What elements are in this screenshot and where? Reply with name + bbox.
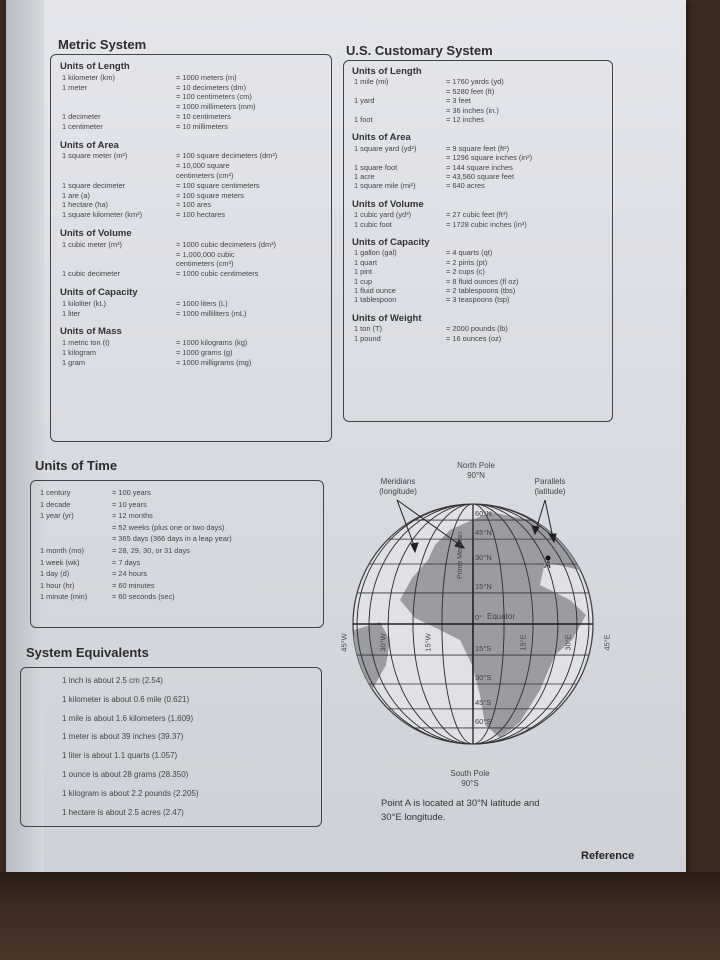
parallels-label: Parallels — [534, 477, 566, 486]
longitude-label: 15°E — [518, 634, 528, 651]
unit-equivalent: = 10 decimeters (dm) — [176, 82, 247, 92]
customary-title: U.S. Customary System — [346, 43, 493, 58]
equivalent-row: 1 inch is about 2.5 cm (2.54) — [62, 676, 163, 685]
unit-equivalent: = 5280 feet (ft) — [446, 86, 495, 96]
unit-name: 1 metric ton (t) — [62, 338, 110, 348]
equivalents-title: System Equivalents — [26, 645, 149, 660]
unit-equivalent: = 100 ares — [176, 200, 212, 210]
section-heading: Units of Volume — [60, 228, 132, 239]
unit-name: 1 gallon (gal) — [354, 248, 397, 258]
section-heading: Units of Area — [60, 139, 119, 151]
equivalent-row: 1 ounce is about 28 grams (28.350) — [62, 770, 189, 779]
north-pole-label: North Pole — [457, 461, 495, 470]
equivalent-row: 1 meter is about 39 inches (39.37) — [62, 732, 184, 742]
unit-equivalent: = 1728 cubic inches (in³) — [446, 219, 527, 229]
time-equivalent: = 10 years — [112, 499, 147, 509]
unit-equivalent: = 2 tablespoons (tbs) — [446, 286, 516, 295]
unit-equivalent: = 640 acres — [446, 181, 485, 191]
unit-name: 1 cubic yard (yd³) — [354, 210, 412, 220]
unit-equivalent: = 100 hectares — [176, 210, 226, 220]
unit-equivalent: = 1000 meters (m) — [176, 72, 237, 82]
longitude-label: 45°E — [602, 634, 612, 651]
section-heading: Units of Volume — [352, 198, 424, 210]
unit-name: 1 square foot — [354, 162, 398, 172]
equivalent-row: 1 hectare is about 2.5 acres (2.47) — [62, 807, 184, 817]
unit-name: 1 pint — [354, 267, 373, 277]
time-unit: 1 minute (min) — [40, 592, 88, 602]
equivalent-row: 1 kilometer is about 0.6 mile (0.621) — [62, 694, 190, 704]
unit-equivalent: = 1000 cubic decimeters (dm³) — [176, 239, 277, 249]
unit-equivalent: = 1000 liters (L) — [176, 298, 228, 308]
time-unit: 1 day (d) — [40, 569, 70, 579]
unit-equivalent: = 3 teaspoons (tsp) — [446, 295, 510, 305]
meridians-label: Meridians — [380, 477, 416, 486]
unit-equivalent: = 3 feet — [446, 96, 471, 106]
latitude-label: 45°N — [475, 528, 492, 538]
section-heading: Units of Length — [60, 61, 130, 72]
unit-name: 1 cubic decimeter — [62, 269, 120, 279]
time-equivalent: = 12 months — [112, 511, 153, 521]
unit-name: 1 meter — [62, 82, 88, 92]
time-unit: 1 hour (hr) — [40, 580, 75, 590]
unit-name: 1 yard — [354, 96, 375, 106]
section-heading: Units of Weight — [352, 312, 422, 324]
unit-equivalent: = 100 square centimeters — [176, 180, 260, 190]
unit-name: 1 hectare (ha) — [62, 200, 109, 210]
latitude-label: 30°N — [475, 553, 492, 562]
equivalent-row: 1 liter is about 1.1 quarts (1.057) — [62, 751, 178, 761]
unit-name: 1 cubic meter (m³) — [62, 239, 122, 249]
unit-name: 1 cubic foot — [354, 219, 392, 229]
latitude-label: 15°N — [475, 581, 492, 591]
globe-caption-line2: 30°E longitude. — [381, 812, 446, 823]
latitude-label: 0° — [475, 613, 483, 622]
unit-equivalent: = 100 square meters — [176, 190, 244, 200]
unit-name: 1 gram — [62, 357, 86, 367]
unit-equivalent: = 27 cubic feet (ft³) — [446, 210, 508, 220]
time-unit: 1 year (yr) — [40, 511, 74, 521]
longitude-label: 30°W — [378, 633, 388, 652]
longitude-label: 15°W — [423, 633, 433, 652]
time-equivalent: = 60 minutes — [112, 580, 155, 590]
unit-equivalent: = 36 inches (in.) — [446, 105, 499, 115]
unit-name: 1 liter — [62, 308, 81, 318]
point-a-label: A — [544, 560, 552, 571]
section-heading: Units of Area — [352, 132, 411, 144]
latitude-label: 45°S — [475, 697, 492, 707]
unit-name: 1 cup — [354, 276, 373, 286]
unit-equivalent: = 1000 milliliters (mL) — [176, 308, 247, 318]
unit-equivalent: = 2000 pounds (lb) — [446, 324, 508, 334]
unit-equivalent: centimeters (cm³) — [176, 259, 234, 269]
unit-equivalent: = 1000 millimeters (mm) — [176, 102, 256, 112]
equivalent-row: 1 mile is about 1.6 kilometers (1.609) — [62, 713, 194, 723]
unit-name: 1 centimeter — [62, 121, 103, 131]
unit-equivalent: = 1296 square inches (in²) — [446, 153, 533, 163]
unit-name: 1 square kilometer (km²) — [62, 210, 143, 220]
unit-name: 1 fluid ounce — [354, 286, 396, 295]
longitude-label: 30°E — [563, 634, 573, 651]
unit-name: 1 acre — [354, 172, 375, 181]
unit-name: 1 square decimeter — [62, 180, 126, 190]
section-heading: Units of Length — [352, 66, 422, 77]
unit-name: 1 tablespoon — [354, 295, 397, 305]
unit-equivalent: centimeters (cm²) — [176, 171, 234, 180]
unit-equivalent: = 8 fluid ounces (fl oz) — [446, 276, 519, 286]
unit-equivalent: = 16 ounces (oz) — [446, 333, 502, 343]
unit-name: 1 pound — [354, 333, 381, 343]
time-unit: 1 month (mo) — [40, 546, 84, 555]
unit-name: 1 kilometer (km) — [62, 72, 115, 82]
time-equivalent: = 100 years — [112, 488, 151, 497]
time-unit: 1 century — [40, 488, 71, 497]
latitude-label: 15°S — [475, 644, 492, 654]
latitude-label: 30°S — [475, 673, 492, 682]
unit-equivalent: = 43,560 square feet — [446, 172, 515, 181]
globe-caption-line1: Point A is located at 30°N latitude and — [381, 798, 540, 809]
equivalents-box — [20, 667, 322, 827]
unit-equivalent: = 10 millimeters — [176, 121, 228, 131]
unit-equivalent: = 144 square inches — [446, 162, 513, 172]
unit-equivalent: = 100 centimeters (cm) — [176, 92, 252, 102]
north-pole-degree: 90°N — [467, 471, 485, 480]
unit-equivalent: = 9 square feet (ft²) — [446, 143, 510, 153]
unit-equivalent: = 10 centimeters — [176, 112, 231, 121]
unit-name: 1 square mile (mi²) — [354, 181, 416, 191]
section-heading: Units of Capacity — [60, 287, 138, 298]
unit-equivalent: = 4 quarts (qt) — [446, 248, 493, 258]
metric-title: Metric System — [58, 37, 147, 52]
unit-equivalent: = 1,000,000 cubic — [176, 249, 235, 259]
time-unit: 1 week (wk) — [40, 557, 80, 567]
time-equivalent: = 24 hours — [112, 569, 148, 579]
equator-label: Equator — [487, 612, 516, 621]
unit-equivalent: = 12 inches — [446, 115, 485, 124]
unit-name: 1 quart — [354, 257, 378, 267]
section-heading: Units of Mass — [60, 326, 122, 338]
unit-name: 1 kilogram — [62, 348, 97, 357]
unit-equivalent: = 2 pints (pt) — [446, 257, 488, 267]
prime-meridian-label: Prime Meridian — [457, 531, 465, 580]
unit-equivalent: = 1000 cubic centimeters — [176, 269, 259, 279]
south-pole-degree: 90°S — [461, 779, 479, 788]
meridians-sublabel: (longitude) — [379, 487, 417, 496]
unit-name: 1 kiloliter (kL) — [62, 298, 106, 308]
time-equivalent: = 52 weeks (plus one or two days) — [112, 522, 225, 532]
time-title: Units of Time — [35, 458, 118, 473]
reference-footer: Reference — [581, 850, 635, 862]
unit-equivalent: = 1760 yards (yd) — [446, 77, 504, 87]
table-surface — [0, 872, 720, 960]
latitude-label: 60°S — [475, 716, 492, 726]
time-equivalent: = 28, 29, 30, or 31 days — [112, 546, 190, 555]
unit-name: 1 ton (T) — [354, 324, 382, 334]
equivalent-row: 1 kilogram is about 2.2 pounds (2.205) — [62, 788, 199, 798]
unit-name: 1 mile (mi) — [354, 77, 389, 87]
south-pole-label: South Pole — [450, 769, 490, 778]
time-equivalent: = 365 days (366 days in a leap year) — [112, 534, 232, 544]
section-heading: Units of Capacity — [352, 237, 430, 248]
parallels-sublabel: (latitude) — [534, 487, 566, 496]
time-unit: 1 decade — [40, 499, 71, 509]
unit-equivalent: = 1000 grams (g) — [176, 348, 233, 357]
unit-name: 1 decimeter — [62, 112, 101, 121]
unit-name: 1 foot — [354, 115, 373, 124]
unit-equivalent: = 2 cups (c) — [446, 267, 485, 277]
unit-equivalent: = 100 square decimeters (dm²) — [176, 151, 278, 161]
time-equivalent: = 60 seconds (sec) — [112, 592, 175, 602]
unit-name: 1 square meter (m²) — [62, 151, 128, 161]
time-equivalent: = 7 days — [112, 557, 141, 567]
latitude-label: 60°N — [475, 509, 492, 519]
unit-equivalent: = 10,000 square — [176, 161, 230, 171]
unit-equivalent: = 1000 milligrams (mg) — [176, 357, 252, 367]
longitude-label: 45°W — [340, 633, 350, 652]
unit-name: 1 are (a) — [62, 190, 90, 200]
unit-equivalent: = 1000 kilograms (kg) — [176, 338, 248, 348]
unit-name: 1 square yard (yd²) — [354, 143, 417, 153]
